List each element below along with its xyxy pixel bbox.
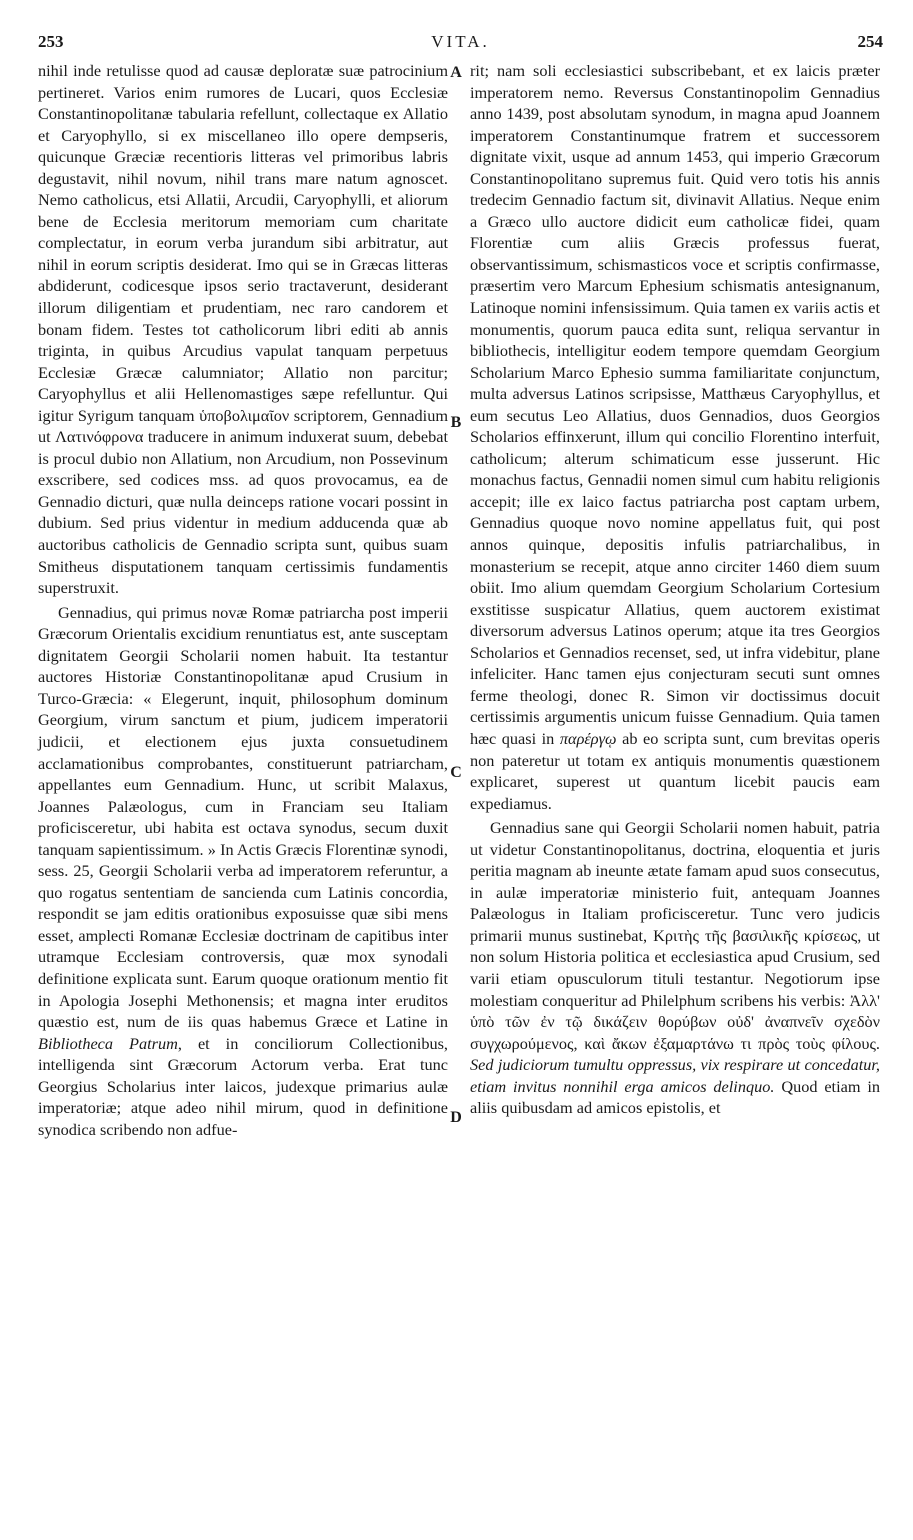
page-number-left: 253 bbox=[38, 32, 64, 51]
left-column bbox=[38, 60, 448, 1140]
left-paragraph-2 bbox=[38, 602, 448, 1141]
margin-letter-a: A bbox=[450, 64, 462, 81]
right-paragraph-1-end: ab eo scripta sunt, cum brevitas operis non pateretur ut totam ex antiquis monumentis quæstionem explicaret, superest ut quantum licebit paucis eam expediamus. bbox=[470, 728, 881, 813]
left-paragraph-1: nihil inde retulisse quod ad causæ deploratæ suæ patrocinium pertineret. Varios enim rumores de Lucari, quos Ecclesiæ Constantinopolitanæ tabularia refellunt, collectaque ex Allatio et Caryophyllo, si ex miscellaneo illo opere dempseris, quicunque Græciæ recentioris litteras vel primoribus labris degustavit, nihil novum, nihil trans mare natum agnoscet. Nemo catholicus, etsi Allatii, Arcudii, Caryophylli, et aliorum bene de Ecclesia meritorum memoriam cum charitate complectatur, in eorum verba jurandum sibi arbitratur, aut nihil in eorum scriptis desiderat. Imo qui se in Græcas litteras abdiderunt, codicesque ipsos serio tractaverunt, desiderant illorum diligentiam et prudentiam, nec raro candorem et bonam fidem. Testes tot catholicorum libri editi ab annis triginta, in quibus Arcudius vapulat tanquam perpetuus Ecclesiæ Græcæ calumniator; Allatio non parcitur; Caryophyllus et alii Hellenomastiges sæpe refelluntur. Qui igitur Syrigum tanquam ὑποβολιμαῖον scriptorem, Gennadium ut Λατινόφρονα traducere in animum induxerat suum, debebat is procul dubio non Allatium, non Arcudium, non Possevinum exscribere, sed codices mss. ad quos provocamus, ea de Gennadio dicturi, quæ nulla deinceps ratione vocari possint in dubium. Sed prius videntur in medium adducenda quæ ab auctoribus catholicis de Gennadio scripta sunt, quibus suam Smitheus disputationem tanquam certissimis fundamentis superstruxit. bbox=[38, 61, 448, 598]
margin-letter-b: B bbox=[450, 414, 462, 431]
left-paragraph-2-text: Gennadius, qui primus novæ Romæ patriarcha post imperii Græcorum Orientalis excidium renuntiatus est, ante susceptam dignitatem Georgii Scholarii nomen habuit. Ita testantur auctores Historiæ Constantinopolitanæ apud Crusium in Turco-Græcia: « Elegerunt, inquit, philosophum dominum Georgium, virum sanctum et pium, judicem imperatorii judicii, et electionem ejus juxta consuetudinem acclamationibus comprobantes, constituerunt patriarcham, appellantes eum Gennadium. Hunc, ut scribit Malaxus, Joannes Palæologus, cum in Franciam seu Italiam proficisceretur, ubi habita est octava synodus, secum duxit tanquam sapientissimum. » In Actis Græcis Florentinæ synodi, sess. 25, Georgii Scholarii verba ad imperatorem referuntur, a quo rogatus sententiam de sancienda cum Latinis concordia, respondit se jam editis orationibus exposuisse quæ sibi mens esset, amplecti Romanæ Ecclesiæ doctrinam de capitibus inter utramque Ecclesiam controversis, quæ mox synodali definitione explicata sunt. Earum quoque orationum mentio fit in Apologia Josephi Methonensis; et magna inter eruditos quæstio est, num de iis quas habemus Græce et Latine in bbox=[38, 602, 448, 1032]
page-number-right: 254 bbox=[857, 32, 883, 51]
margin-letter-d: D bbox=[450, 1109, 462, 1126]
left-paragraph-2-end: , et in conciliorum Collectionibus, intelligenda sint Græcorum Actorum verba. Erat tunc Georgius Scholarius inter laicos, judexque primarius aulæ imperatoriæ; atque adeo nihil mirum, quod in definitione synodica scribendo non adfue- bbox=[38, 1033, 449, 1139]
right-column bbox=[470, 60, 880, 1119]
right-paragraph-2 bbox=[470, 817, 880, 1119]
right-paragraph-2-italic: Sed judiciorum tumultu oppressus, vix respirare ut concedatur, etiam invitus nonnihil erga amicos delinquo. bbox=[470, 1055, 880, 1096]
right-paragraph-2-end: Quod etiam in aliis quibusdam ad amicos epistolis, et bbox=[470, 1076, 880, 1118]
margin-letter-c: C bbox=[450, 764, 462, 781]
running-head bbox=[38, 32, 883, 54]
right-paragraph-1 bbox=[470, 60, 880, 814]
right-paragraph-1-greek: παρέργῳ bbox=[559, 728, 617, 748]
running-title: VITA. bbox=[431, 32, 490, 51]
left-paragraph-2-italic: Bibliotheca Patrum bbox=[38, 1033, 178, 1053]
right-paragraph-2-text: Gennadius sane qui Georgii Scholarii nomen habuit, patria ut videtur Constantinopolitanus, doctrina, eloquentia et juris peritia magnam ab ineunte ætate famam apud suos consecutus, in aulæ imperatoriæ ministerio fuit, antequam Joannes Palæologus in Italiam proficisceretur. Tunc vero judicis primarii munus sustinebat, Κριτὴς τῆς βασιλικῆς κρίσεως, ut non solum Historia politica et ecclesiastica apud Crusium, sed varii etiam opusculorum tituli testantur. Negotiorum ipse molestiam conqueritur ad Philelphum scribens his verbis: Ἀλλ' ὑπὸ τῶν ἐν τῷ δικάζειν θορύβων οὐδ' ἀναπνεῖν σχεδὸν συγχωρούμενος, καὶ ἄκων ἐξαμαρτάνω τι πρὸς τοὺς φίλους. bbox=[470, 818, 880, 1053]
right-paragraph-1-text: rit; nam soli ecclesiastici subscribebant, et ex laicis præter imperatorem nemo. Reversus Constantinopolim Gennadius anno 1439, post absolutam synodum, in magna apud Joannem imperatorem Constantinumque fratrem et successorem dignitate vixit, usque ad annum 1453, qui imperio Græcorum Constantinopolitano supremus fuit. Quid vero totis his annis tredecim Gennadio factum sit, divinavit Allatius. Neque enim a Græco ullo auctore didicit eum catholicæ fidei, quam Florentiæ cum aliis Græcis professus fuerat, observantissimum, schismasticos voce et scriptis confirmasse, præsertim vero Marcum Ephesium schismatis antesignanum, Latinoque nomini infensissimum. Quia tamen ex variis actis et monumentis, quorum pauca edita sunt, reliqua servantur in bibliothecis, intelligitur eodem tempore quemdam Georgium Scholarium Marco Ephesio summa familiaritate conjunctum, multa adversus Latinos scripsisse, Matthæus Caryophyllus, et eum secutus Leo Allatius, duos Gennadios, duos Georgios Scholarios effinxerunt, illum qui concilio Florentino interfuit, catholicum; alterum schimaticum esse jusserunt. Hic monachus factus, Gennadii nomen simul cum habitu religionis accepit; ille ex laico factus patriarcha post captam urbem, Gennadius quoque novo nomine appellatus fuit, qui post annos quinque, depositis infulis patriarchalibus, in monasterium se recepit, atque anno circiter 1460 diem suum obiit. Imo alium quemdam Georgium Scholarium Cortesium exstitisse suspicatur Allatius, quem auctorem existimat diversorum adversus Latinos operum; atque ita tres Georgios Scholarios et Gennadios recenset, sed, ut infra videbitur, plane infeliciter. Hanc tamen ejus conjecturam secuti sunt omnes ferme theologi, donec R. Simon vir doctissimus docuit certissimis argumentis unicum fuisse Gennadium. Quia tamen hæc quasi in bbox=[470, 61, 880, 748]
